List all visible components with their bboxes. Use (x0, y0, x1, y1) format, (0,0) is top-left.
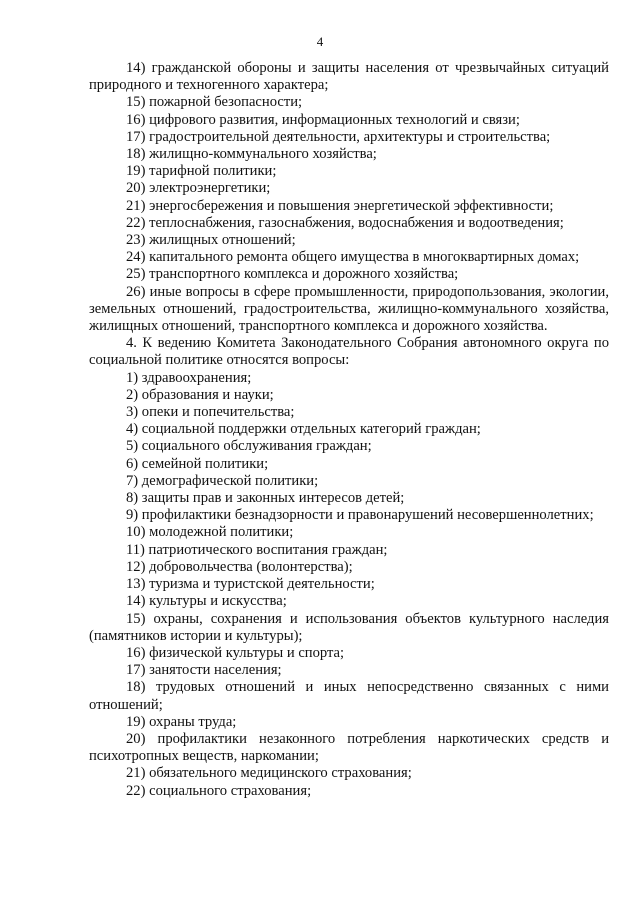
list-item: 13) туризма и туристской деятельности; (126, 576, 375, 593)
list-item: 3) опеки и попечительства; (126, 404, 295, 421)
list-item: 12) добровольчества (волонтерства); (126, 558, 353, 575)
list-item: 7) демографической политики; (126, 472, 319, 489)
list-item: 1) здравоохранения; (126, 369, 252, 386)
list-item: 16) физической культуры и спорта; (126, 644, 345, 661)
list-item: 19) тарифной политики; (126, 163, 277, 180)
list-item: 9) профилактики безнадзорности и правонарушений несовершеннолетних; (126, 507, 594, 524)
page-number: 4 (316, 34, 324, 49)
list-item: 4) социальной поддержки отдельных категорий граждан; (126, 421, 481, 438)
list-item: 8) защиты прав и законных интересов детей; (126, 490, 405, 507)
list-item: 25) транспортного комплекса и дорожного хозяйства; (126, 266, 459, 283)
list-item: 11) патриотического воспитания граждан; (126, 541, 388, 558)
list-item: 22) социального страхования; (126, 782, 312, 799)
list-item: 17) занятости населения; (126, 662, 282, 679)
list-item: 26) иные вопросы в сфере промышленности, природопользования, экологии, земельных отношений, градостроительства, жилищно-коммунального хозяйства, жилищных отношений, транспортного комплекса и дорожного хозяйства. (89, 283, 609, 335)
list-item: 18) жилищно-коммунального хозяйства; (126, 146, 377, 163)
list-item: 14) культуры и искусства; (126, 593, 287, 610)
list-item: 2) образования и науки; (126, 386, 274, 403)
list-item: 18) трудовых отношений и иных непосредственно связанных с ними отношений; (89, 679, 609, 713)
list-item: 19) охраны труда; (126, 713, 237, 730)
list-item: 15) охраны, сохранения и использования объектов культурного наследия (памятников истории и культуры); (89, 610, 609, 644)
list-item: 15) пожарной безопасности; (126, 94, 303, 111)
document-body (89, 60, 609, 800)
section-paragraph: 4. К ведению Комитета Законодательного Собрания автономного округа по социальной политике относятся вопросы: (89, 335, 609, 369)
list-item: 22) теплоснабжения, газоснабжения, водоснабжения и водоотведения; (126, 214, 564, 231)
list-item: 23) жилищных отношений; (126, 232, 296, 249)
list-item: 20) электроэнергетики; (126, 180, 271, 197)
list-item: 21) энергосбережения и повышения энергетической эффективности; (126, 197, 554, 214)
list-item: 20) профилактики незаконного потребления наркотических средств и психотропных веществ, наркомании; (89, 730, 609, 765)
list-item: 14) гражданской обороны и защиты населения от чрезвычайных ситуаций природного и техногенного характера; (89, 60, 609, 94)
list-item: 17) градостроительной деятельности, архитектуры и строительства; (126, 128, 551, 145)
list-item: 21) обязательного медицинского страхования; (126, 765, 412, 782)
list-item: 6) семейной политики; (126, 455, 269, 472)
list-item: 16) цифрового развития, информационных технологий и связи; (126, 111, 520, 128)
list-item: 10) молодежной политики; (126, 524, 294, 541)
list-item: 24) капитального ремонта общего имущества в многоквартирных домах; (126, 249, 580, 266)
list-item: 5) социального обслуживания граждан; (126, 438, 372, 455)
